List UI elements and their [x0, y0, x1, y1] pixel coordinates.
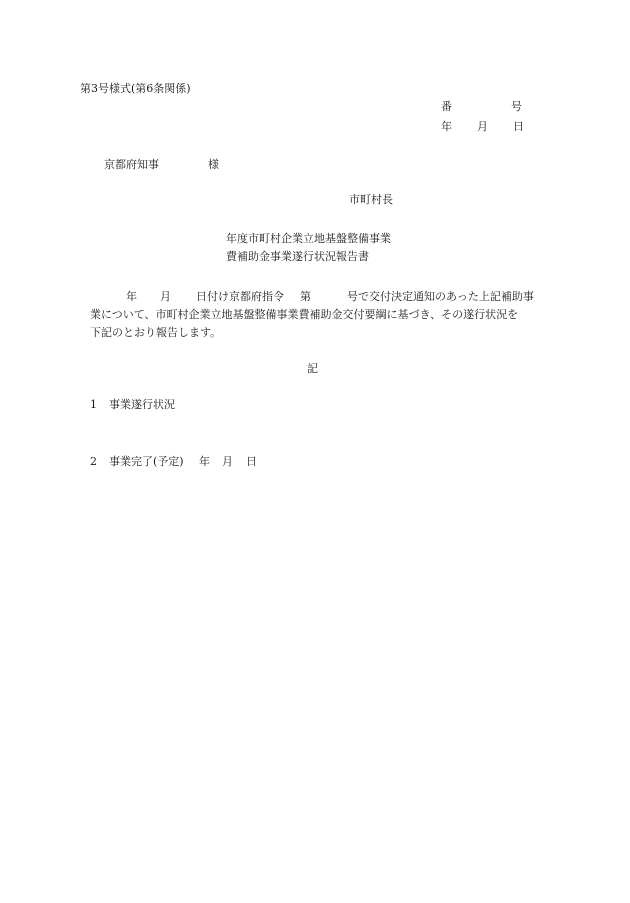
section-2-month-label: 月	[222, 455, 233, 468]
body-line1-rest: 号で交付決定通知のあった上記補助事	[347, 290, 534, 303]
section-1-number: 1	[90, 398, 97, 411]
body-line-1	[90, 288, 550, 306]
addressee-name: 京都府知事	[104, 158, 159, 171]
body-month-label: 月	[160, 290, 171, 303]
document-number-label: 番	[441, 100, 452, 113]
section-2-label: 事業完了(予定)	[109, 455, 184, 468]
date-month-label: 月	[477, 120, 488, 133]
section-2-day-label: 日	[246, 455, 257, 468]
body-line-3: 下記のとおり報告します。	[90, 326, 222, 339]
section-1-label: 事業遂行状況	[109, 398, 175, 411]
body-year-label: 年	[126, 290, 137, 303]
date-day-label: 日	[513, 120, 524, 133]
body-paragraph	[90, 288, 550, 342]
section-2-year-label: 年	[199, 455, 210, 468]
form-number: 第3号様式(第6条関係)	[80, 82, 191, 95]
body-line-2: 業について、市町村企業立地基盤整備事業費補助金交付要綱に基づき、その遂行状況を	[90, 308, 519, 321]
document-number-suffix: 号	[511, 100, 522, 113]
body-date-reference: 日付け京都府指令	[196, 290, 284, 303]
section-2-number: 2	[90, 455, 97, 468]
document-title-line1: 年度市町村企業立地基盤整備事業	[226, 232, 391, 245]
ki-heading: 記	[307, 362, 318, 375]
date-year-label: 年	[441, 120, 452, 133]
body-dai-label: 第	[300, 290, 311, 303]
document-title-line2: 費補助金事業遂行状況報告書	[226, 250, 369, 263]
addressee-honorific: 様	[208, 158, 219, 171]
sender-name: 市町村長	[349, 193, 393, 206]
